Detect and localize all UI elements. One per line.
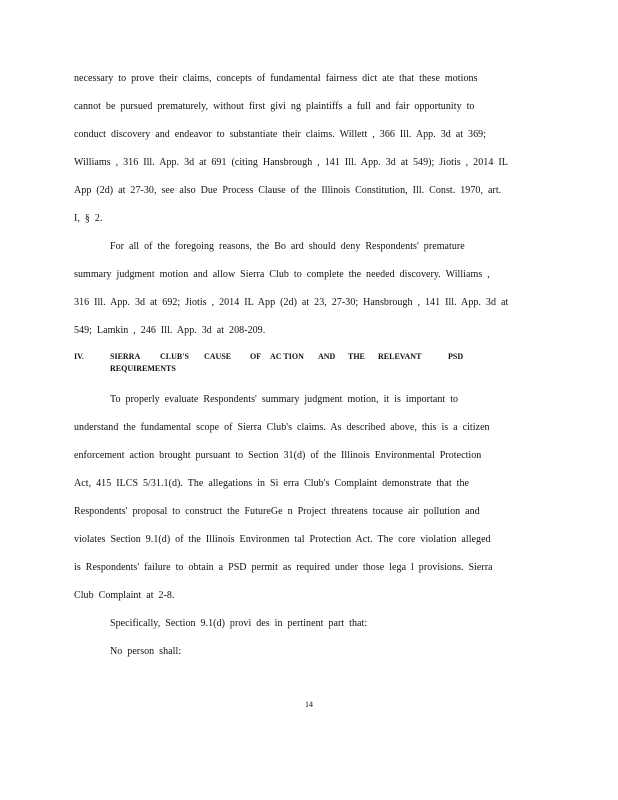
paragraph-line: violates Section 9.1(d) of the Illinois Environmen tal Protection Act. The core violation alleged [74,534,491,545]
paragraph-line: App (2d) at 27-30, see also Due Process Clause of the Illinois Constitution, Ill. Const. 1970, art. [74,185,502,196]
paragraph-line: cannot be pursued prematurely, without first givi ng plaintiffs a full and fair opportunity to [74,101,475,112]
paragraph-line: 316 Ill. App. 3d at 692; Jiotis , 2014 IL App (2d) at 23, 27-30; Hansbrough , 141 Ill. App. 3d at [74,297,509,308]
paragraph-line: Club Complaint at 2-8. [74,590,175,601]
heading-number: IV. [74,352,84,361]
paragraph-line: Respondents' proposal to construct the FutureGe n Project threatens tocause air pollution and [74,506,480,517]
heading-word: CLUB'S [160,352,189,361]
paragraph-line: enforcement action brought pursuant to Section 31(d) of the Illinois Environmental Protection [74,450,482,461]
paragraph-line: is Respondents' failure to obtain a PSD permit as required under those lega l provisions. Sierra [74,562,493,573]
heading-word: AC TION [270,352,304,361]
paragraph-line: Specifically, Section 9.1(d) provi des in pertinent part that: [110,618,368,629]
heading-word: CAUSE [204,352,232,361]
heading-word: SIERRA [110,352,141,361]
paragraph-line: conduct discovery and endeavor to substantiate their claims. Willett , 366 Ill. App. 3d at 369; [74,129,487,140]
paragraph-line: No person shall: [110,646,182,657]
heading-word: AND [318,352,336,361]
paragraph-line: To properly evaluate Respondents' summary judgment motion, it is important to [110,394,459,405]
paragraph-line: understand the fundamental scope of Sierra Club's claims. As described above, this is a citizen [74,422,490,433]
paragraph-line: 549; Lamkin , 246 Ill. App. 3d at 208-209. [74,325,266,336]
paragraph-line: necessary to prove their claims, concepts of fundamental fairness dict ate that these motions [74,73,478,84]
paragraph-line: summary judgment motion and allow Sierra Club to complete the needed discovery. Williams , [74,269,490,280]
paragraph-line: Williams , 316 Ill. App. 3d at 691 (citing Hansbrough , 141 Ill. App. 3d at 549); Jiotis , 2014 IL [74,157,508,168]
heading-word: OF [250,352,262,361]
heading-word: THE [348,352,365,361]
heading-word: PSD [448,352,464,361]
heading-word: REQUIREMENTS [110,364,176,373]
paragraph-line: For all of the foregoing reasons, the Bo ard should deny Respondents' premature [110,241,465,252]
paragraph-line: I, § 2. [74,213,103,224]
heading-word: RELEVANT [378,352,422,361]
paragraph-line: Act, 415 ILCS 5/31.1(d). The allegations in Si erra Club's Complaint demonstrate that the [74,478,469,489]
page-number: 14 [305,700,313,709]
